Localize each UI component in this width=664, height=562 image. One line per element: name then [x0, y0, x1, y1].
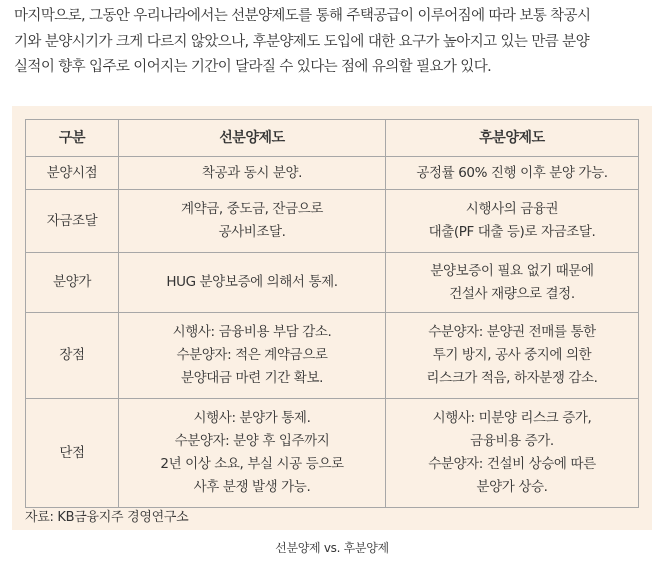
row-label: 분양가: [26, 253, 119, 313]
row-label: 분양시점: [26, 157, 119, 190]
cell-line: 분양가 상승.: [476, 479, 548, 495]
cell-line: 리스크가 적음, 하자분쟁 감소.: [426, 370, 598, 386]
cell-line: 시행사: 금융비용 부담 감소.: [172, 324, 332, 340]
cell-line: 공사비조달.: [218, 224, 286, 240]
pre-sale-cell: [119, 190, 386, 253]
cell-line: 시행사: 분양가 통제.: [193, 410, 311, 426]
intro-paragraph: [14, 4, 654, 81]
cell-line: 시행사의 금융권: [465, 201, 559, 217]
header-post-sale: 후분양제도: [386, 120, 639, 157]
comparison-panel: [12, 106, 652, 530]
cell-line: 대출(PF 대출 등)로 자금조달.: [428, 224, 596, 240]
cell-line: 건설사 재량으로 결정.: [449, 285, 575, 302]
post-sale-cell: [386, 157, 639, 190]
intro-line: 기와 분양시기가 크게 다르지 않았으나, 후분양제도 도입에 대한 요구가 높아지고 있는 만큼 분양: [14, 33, 589, 50]
cell-line: 분양보증이 필요 없기 때문에: [430, 262, 594, 279]
cell-line: 시행사: 미분양 리스크 증가,: [432, 410, 592, 426]
cell-line: 수분양자: 분양 후 입주까지: [174, 433, 330, 449]
intro-line: 실적이 향후 입주로 이어지는 기간이 달라질 수 있다는 점에 유의할 필요가 있다.: [14, 59, 492, 75]
cell-line: 투기 방지, 공사 중지에 의한: [432, 347, 592, 363]
post-sale-cell: [386, 313, 639, 399]
pre-sale-cell: [119, 313, 386, 399]
cell-line: 수분양자: 분양권 전매를 통한: [428, 324, 596, 340]
figure-caption: 선분양제 vs. 후분양제: [275, 541, 389, 555]
cell-line: 금융비용 증가.: [470, 433, 554, 449]
intro-line: 마지막으로, 그동안 우리나라에서는 선분양제도를 통해 주택공급이 이루어짐에 따라 보통 착공시: [14, 8, 591, 24]
cell-line: HUG 분양보증에 의해서 통제.: [166, 274, 338, 290]
cell-line: 공정률 60% 진행 이후 분양 가능.: [416, 164, 608, 181]
header-pre-sale: 선분양제도: [119, 120, 386, 157]
cell-line: 착공과 동시 분양.: [201, 164, 303, 181]
source-note: 자료: KB금융지주 경영연구소: [25, 510, 189, 525]
row-label: 자금조달: [26, 190, 119, 253]
post-sale-cell: [386, 253, 639, 313]
row-label: 단점: [26, 399, 119, 508]
post-sale-cell: [386, 190, 639, 253]
cell-line: 수분양자: 건설비 상승에 따른: [428, 456, 596, 472]
header-category: 구분: [26, 120, 119, 157]
cell-line: 2년 이상 소요, 부실 시공 등으로: [160, 456, 344, 472]
pre-sale-cell: [119, 253, 386, 313]
cell-line: 사후 분쟁 발생 가능.: [193, 479, 311, 495]
row-label: 장점: [26, 313, 119, 399]
post-sale-cell: [386, 399, 639, 508]
table-row: [26, 399, 639, 508]
table-row: [26, 253, 639, 313]
pre-sale-cell: [119, 157, 386, 190]
table-row: [26, 190, 639, 253]
table-row: [26, 157, 639, 190]
pre-sale-cell: [119, 399, 386, 508]
cell-line: 분양대금 마련 기간 확보.: [181, 370, 323, 386]
comparison-table: [25, 119, 639, 508]
table-row: [26, 313, 639, 399]
cell-line: 수분양자: 적은 계약금으로: [176, 347, 328, 363]
table-header-row: [26, 120, 639, 157]
cell-line: 계약금, 중도금, 잔금으로: [181, 201, 323, 217]
